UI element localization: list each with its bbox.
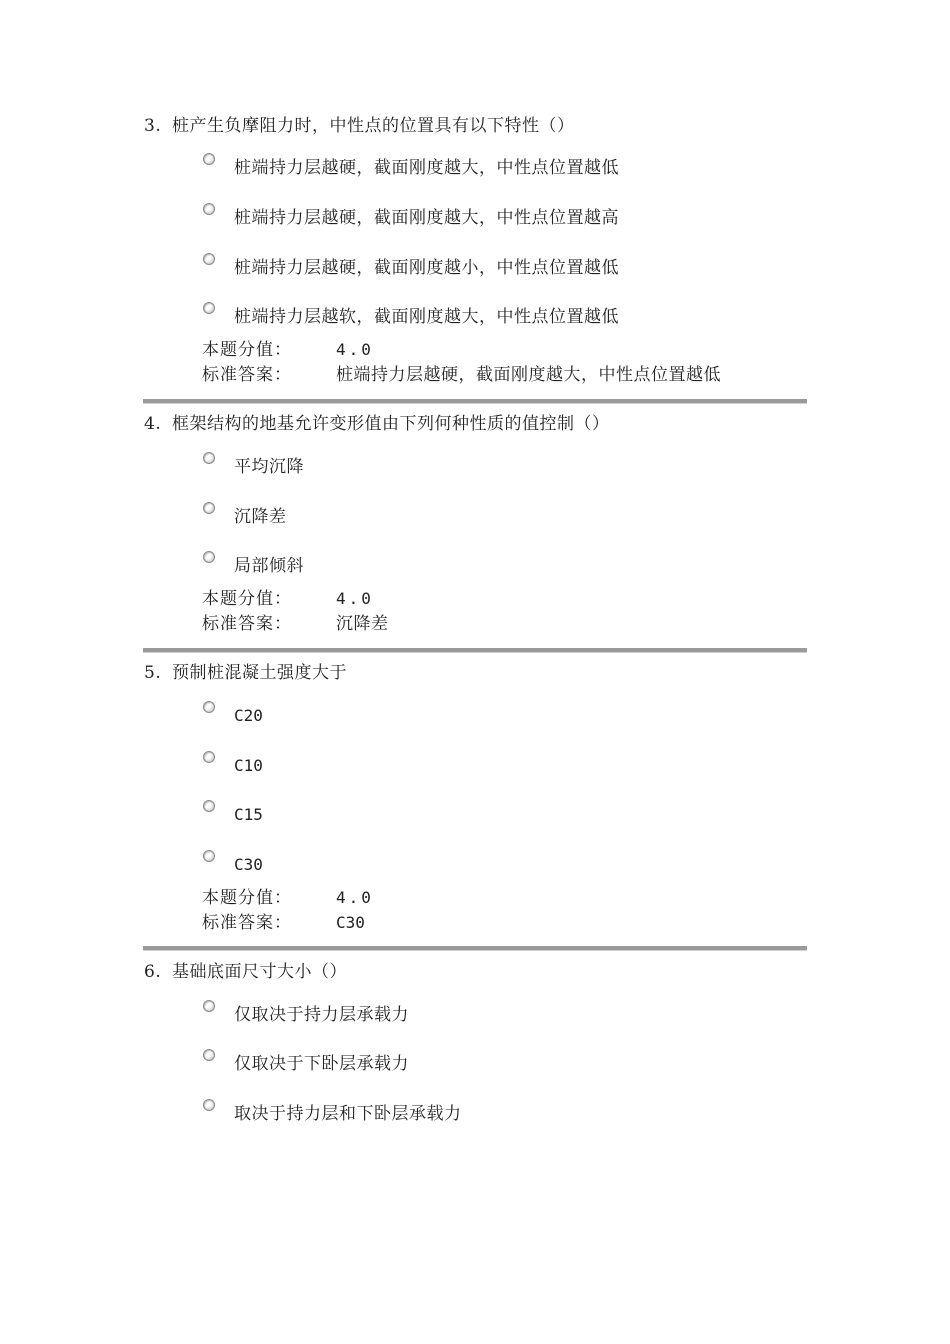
answer-option[interactable] [200, 452, 800, 480]
answer-value: C30 [336, 913, 365, 932]
option-label: 局部倾斜 [234, 556, 304, 576]
radio-button-icon[interactable] [203, 1000, 215, 1012]
question-number: 6. [144, 962, 162, 982]
option-label: C10 [234, 756, 263, 775]
question-number: 3. [144, 116, 162, 136]
question-title [144, 663, 347, 683]
answer-option[interactable] [200, 1000, 800, 1028]
question-number: 4. [144, 414, 162, 434]
radio-button-icon[interactable] [203, 850, 215, 862]
radio-button-icon[interactable] [203, 253, 215, 265]
answer-option[interactable] [200, 253, 800, 281]
radio-button-icon[interactable] [203, 203, 215, 215]
radio-button-icon[interactable] [203, 502, 215, 514]
question-number: 5. [144, 663, 162, 683]
score-value: 4.0 [336, 888, 374, 907]
divider [143, 946, 807, 951]
divider [143, 648, 807, 653]
option-label: C30 [234, 855, 263, 874]
option-label: 桩端持力层越软，截面刚度越大，中性点位置越低 [234, 307, 619, 327]
score-label: 本题分值： [202, 340, 292, 360]
radio-button-icon[interactable] [203, 302, 215, 314]
score-label: 本题分值： [202, 888, 292, 908]
question-title [144, 116, 575, 136]
answer-option[interactable] [200, 502, 800, 530]
answer-option[interactable] [200, 850, 800, 878]
question-text: 预制桩混凝土强度大于 [172, 663, 347, 683]
score-value: 4.0 [336, 340, 374, 359]
option-label: 沉降差 [234, 507, 287, 527]
radio-button-icon[interactable] [203, 1049, 215, 1061]
answer-option[interactable] [200, 203, 800, 231]
option-label: 仅取决于持力层承载力 [234, 1005, 409, 1025]
radio-button-icon[interactable] [203, 1099, 215, 1111]
answer-option[interactable] [200, 701, 800, 729]
answer-value: 沉降差 [336, 614, 389, 634]
radio-button-icon[interactable] [203, 153, 215, 165]
divider [143, 399, 807, 404]
question-title [144, 962, 347, 982]
answer-label: 标准答案： [202, 614, 292, 634]
option-label: 桩端持力层越硬，截面刚度越小，中性点位置越低 [234, 258, 619, 278]
answer-option[interactable] [200, 1049, 800, 1077]
answer-option[interactable] [200, 551, 800, 579]
radio-button-icon[interactable] [203, 701, 215, 713]
question-title [144, 414, 610, 434]
answer-value: 桩端持力层越硬，截面刚度越大，中性点位置越低 [336, 365, 721, 385]
radio-button-icon[interactable] [203, 800, 215, 812]
answer-option[interactable] [200, 751, 800, 779]
question-text: 框架结构的地基允许变形值由下列何种性质的值控制（） [172, 414, 610, 434]
option-label: C20 [234, 706, 263, 725]
score-label: 本题分值： [202, 589, 292, 609]
answer-option[interactable] [200, 153, 800, 181]
option-label: 桩端持力层越硬，截面刚度越大，中性点位置越低 [234, 158, 619, 178]
option-label: 仅取决于下卧层承载力 [234, 1054, 409, 1074]
option-label: 桩端持力层越硬，截面刚度越大，中性点位置越高 [234, 208, 619, 228]
option-label: 取决于持力层和下卧层承载力 [234, 1104, 462, 1124]
question-text: 桩产生负摩阻力时，中性点的位置具有以下特性（） [172, 116, 575, 136]
radio-button-icon[interactable] [203, 452, 215, 464]
answer-option[interactable] [200, 800, 800, 828]
option-label: 平均沉降 [234, 457, 304, 477]
answer-option[interactable] [200, 302, 800, 330]
option-label: C15 [234, 805, 263, 824]
answer-label: 标准答案： [202, 365, 292, 385]
radio-button-icon[interactable] [203, 551, 215, 563]
question-text: 基础底面尺寸大小（） [172, 962, 347, 982]
answer-option[interactable] [200, 1099, 800, 1127]
answer-label: 标准答案： [202, 913, 292, 933]
radio-button-icon[interactable] [203, 751, 215, 763]
score-value: 4.0 [336, 589, 374, 608]
